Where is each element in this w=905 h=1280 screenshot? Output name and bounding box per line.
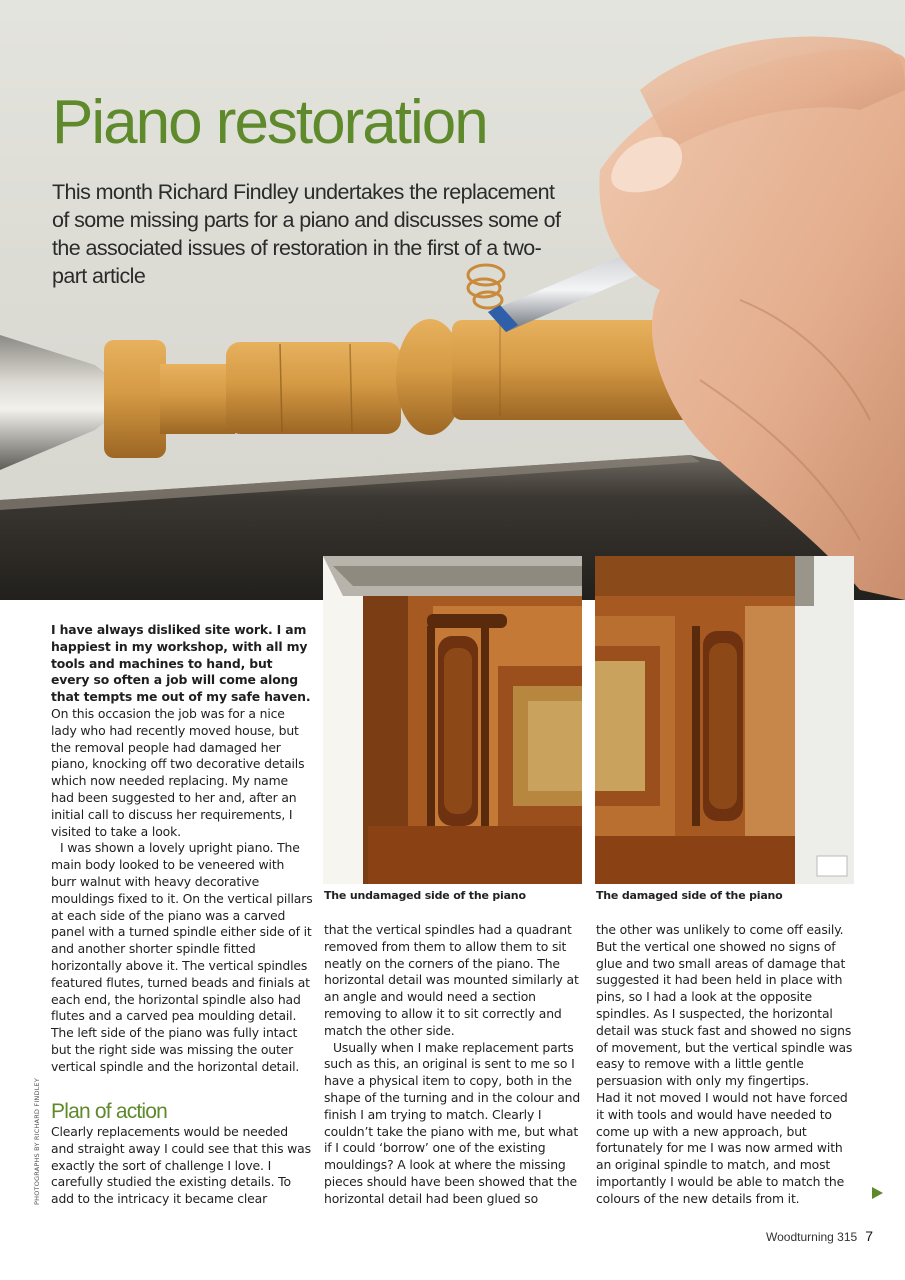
caption-damaged: The damaged side of the piano	[596, 889, 783, 902]
paragraph-2: I was shown a lovely upright piano. The main body looked to be veneered with burr walnut with heavy decorative mouldings fixed to it. On the vertical pillars at each side of the piano was a carved panel with a turned spindle either side of it and another shorter spindle fitted horizontally above it. The vertical spindles featured flutes, turned beads and finials at each end, the horizontal spindle also had flutes and a carved pea moulding detail. The left side of the piano was fully intact but the right side was missing the outer vertical spindle and the horizontal detail.	[51, 840, 313, 1074]
photo-credit: PHOTOGRAPHS BY RICHARD FINDLEY	[33, 1077, 41, 1205]
piano-undamaged-illustration	[323, 556, 582, 884]
subhead-plan-of-action: Plan of action	[51, 1100, 168, 1123]
paragraph-lead	[51, 622, 313, 840]
continue-arrow-icon	[872, 1187, 883, 1199]
body-column-1-continued	[51, 1124, 313, 1208]
magazine-issue: Woodturning 315	[766, 1230, 858, 1244]
body-column-2	[324, 922, 586, 1208]
paragraph-6: the other was unlikely to come off easily. But the vertical one showed no signs of glue and two small areas of damage that suggested it had been held in place with pins, so I had a look at the opposite spindles. As I suspected, the horizontal detail was stuck fast and showed no signs of movement, but the vertical spindle was easy to remove with a little gentle persuasion with only my fingertips.	[596, 922, 853, 1089]
paragraph-7: Had it not moved I would not have forced it with tools and would have needed to come up with a new approach, but fortunately for me I was now armed with an original spindle to match, and most importantly I would be able to match the colours of the new details from it.	[596, 1089, 848, 1206]
caption-undamaged: The undamaged side of the piano	[324, 889, 526, 902]
paragraph-5: Usually when I make replacement parts such as this, an original is sent to me so I have a physical item to copy, both in the shape of the turning and in the colour and finish I am trying to match. Clearly I couldn’t take the piano with me, but what if I could ‘borrow’ one of the existing mouldings? A look at where the missing pieces should have been showed that the horizontal detail had been glued so	[324, 1039, 581, 1206]
photo-undamaged-side	[323, 556, 582, 884]
article-intro: This month Richard Findley undertakes the replacement of some missing parts for a piano and discusses some of the associated issues of restoration in the first of a two-part article	[52, 180, 561, 288]
piano-damaged-illustration	[595, 556, 854, 884]
page-number: 7	[865, 1228, 873, 1244]
photo-damaged-side	[595, 556, 854, 884]
lathe-chuck	[0, 335, 120, 470]
hero-photo	[0, 0, 905, 600]
article-title: Piano restoration	[52, 88, 487, 157]
paragraph-3: Clearly replacements would be needed and straight away I could see that this was exactly the sort of challenge I love. I carefully studied the existing details. To add to the intricacy it became clear	[51, 1124, 311, 1207]
turned-spindle	[104, 319, 692, 458]
body-column-1	[51, 622, 313, 1076]
paragraph-1-text: On this occasion the job was for a nice lady who had recently moved house, but the removal people had damaged her piano, knocking off two decorative details which now needed replacing. My name had been suggested to her and, after an initial call to discuss her requirements, I visited to take a look.	[51, 705, 305, 839]
page-footer	[766, 1228, 873, 1244]
body-column-3	[596, 922, 858, 1208]
lead-text: I have always disliked site work. I am happiest in my workshop, with all my tools and machines to hand, but every so often a job will come along that tempts me out of my safe haven.	[51, 622, 311, 705]
paragraph-4: that the vertical spindles had a quadrant removed from them to allow them to sit neatly on the corners of the piano. The horizontal detail was mounted similarly at an angle and would need a section removing to allow it to sit correctly and match the other side.	[324, 922, 579, 1038]
